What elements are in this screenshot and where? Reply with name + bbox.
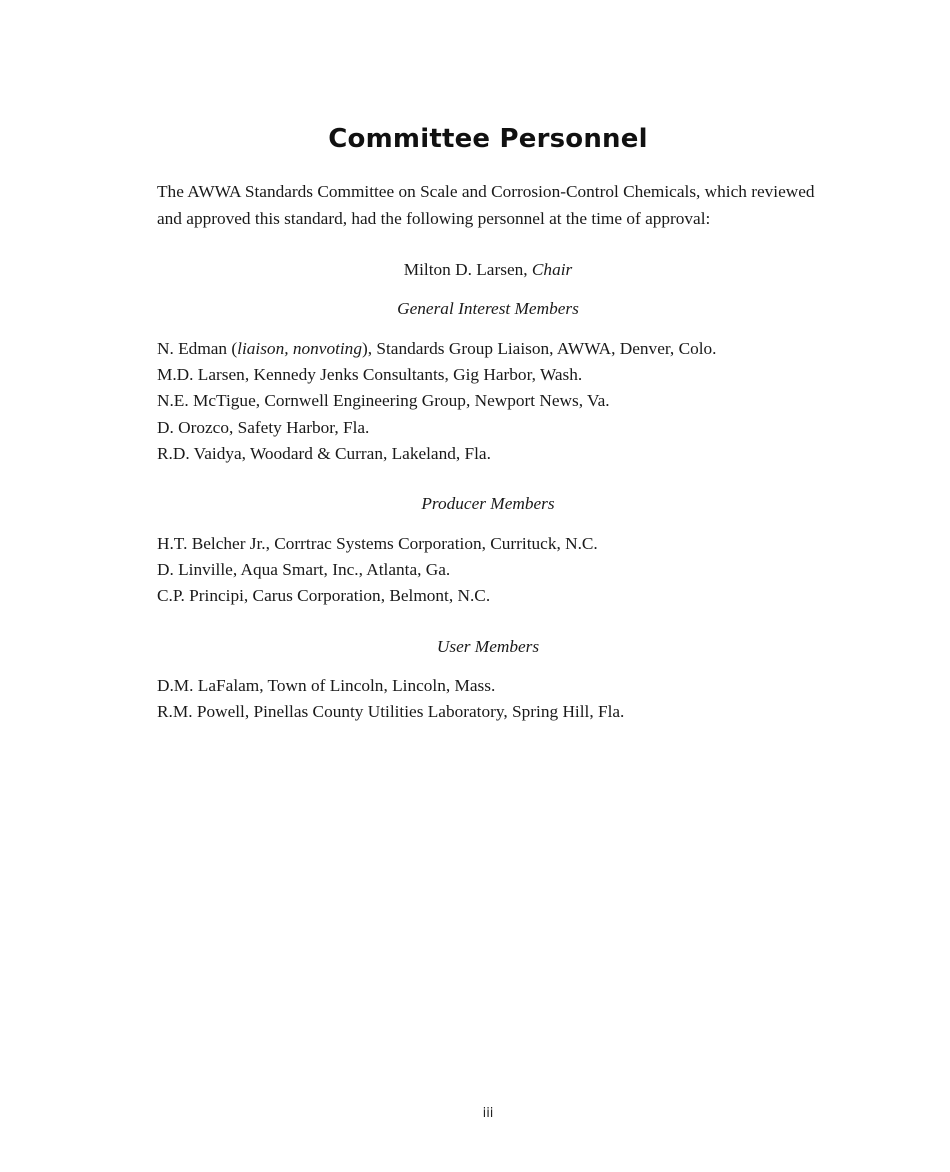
list-item: R.D. Vaidya, Woodard & Curran, Lakeland, Fla. — [157, 443, 491, 463]
list-item: C.P. Principi, Carus Corporation, Belmont, N.C. — [157, 586, 491, 606]
user-list — [157, 673, 857, 725]
user-heading: User Members — [436, 637, 540, 656]
list-item: D. Linville, Aqua Smart, Inc., Atlanta, Ga. — [157, 560, 451, 580]
page-title: Committee Personnel — [328, 124, 648, 154]
chair-role: Chair — [531, 260, 573, 279]
member-note: liaison, nonvoting — [237, 339, 362, 358]
list-item: M.D. Larsen, Kennedy Jenks Consultants, Gig Harbor, Wash. — [157, 365, 583, 385]
member-affiliation: ), Standards Group Liaison, AWWA, Denver, Colo. — [361, 339, 717, 358]
page-number: iii — [482, 1106, 494, 1121]
list-item: H.T. Belcher Jr., Corrtrac Systems Corporation, Currituck, N.C. — [157, 534, 598, 553]
producer-heading: Producer Members — [421, 494, 555, 513]
chair-line — [0, 260, 950, 280]
intro-paragraph: The AWWA Standards Committee on Scale and Corrosion-Control Chemicals, which reviewed and approved this standard, had the following personnel at the time of approval: — [157, 182, 815, 228]
list-item: D. Orozco, Safety Harbor, Fla. — [157, 417, 370, 437]
general-interest-list — [157, 336, 857, 467]
list-item: D.M. LaFalam, Town of Lincoln, Lincoln, Mass. — [157, 676, 496, 695]
general-interest-heading: General Interest Members — [397, 299, 579, 318]
member-name: N. Edman ( — [157, 339, 238, 358]
list-item — [157, 336, 857, 362]
producer-list — [157, 531, 857, 610]
list-item: N.E. McTigue, Cornwell Engineering Group, Newport News, Va. — [157, 391, 610, 411]
chair-name: Milton D. Larsen, — [403, 260, 532, 279]
list-item: R.M. Powell, Pinellas County Utilities Laboratory, Spring Hill, Fla. — [157, 702, 625, 722]
